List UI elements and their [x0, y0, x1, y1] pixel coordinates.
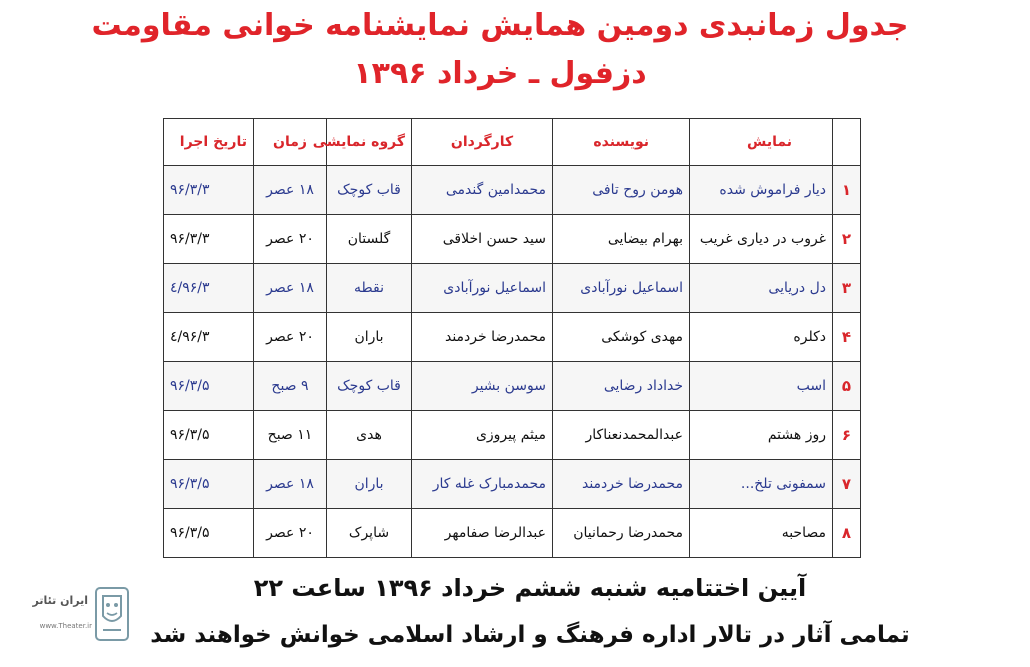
header-writer: نویسنده [553, 119, 690, 166]
cell-date: ۹۶/۳/۵ [164, 509, 254, 558]
theater-mask-icon [94, 586, 130, 642]
cell-group: هدی [327, 411, 412, 460]
cell-time: ۱۱ صبح [254, 411, 327, 460]
cell-time: ۱۸ عصر [254, 166, 327, 215]
cell-show: روز هشتم [690, 411, 833, 460]
cell-time: ۲۰ عصر [254, 509, 327, 558]
row-number: ۲ [833, 215, 861, 264]
page-subtitle: دزفول ـ خرداد ۱۳۹۶ [353, 56, 647, 91]
row-number: ۳ [833, 264, 861, 313]
cell-group: نقطه [327, 264, 412, 313]
cell-director: محمدمبارک غله کار [412, 460, 553, 509]
table-row [164, 215, 861, 264]
header-show: نمایش [690, 119, 833, 166]
cell-date: ۹۶/۳/٤ [164, 313, 254, 362]
table-row [164, 460, 861, 509]
cell-show: دل دریایی [690, 264, 833, 313]
cell-writer: خداداد رضایی [553, 362, 690, 411]
cell-show: دکلره [690, 313, 833, 362]
cell-writer: محمدرضا رحمانیان [553, 509, 690, 558]
cell-director: اسماعیل نورآبادی [412, 264, 553, 313]
row-number: ۴ [833, 313, 861, 362]
cell-group: قاب کوچک [327, 166, 412, 215]
logo-name: ایران تئاتر [32, 594, 88, 607]
venue-note: تمامی آثار در تالار اداره فرهنگ و ارشاد اسلامی خوانش خواهند شد [150, 622, 910, 648]
cell-writer: محمدرضا خردمند [553, 460, 690, 509]
cell-show: دیار فراموش شده [690, 166, 833, 215]
cell-show: سمفونی تلخ... [690, 460, 833, 509]
cell-show: اسب [690, 362, 833, 411]
cell-director: سید حسن اخلاقی [412, 215, 553, 264]
cell-date: ۹۶/۳/۵ [164, 411, 254, 460]
table-row [164, 166, 861, 215]
table-row [164, 362, 861, 411]
cell-show: مصاحبه [690, 509, 833, 558]
table-row [164, 411, 861, 460]
cell-director: محمدامین گندمی [412, 166, 553, 215]
header-group: گروه نمایشی [327, 119, 412, 166]
cell-group: باران [327, 460, 412, 509]
table-row [164, 264, 861, 313]
closing-ceremony-note: آیین اختتامیه شنبه ششم خرداد ۱۳۹۶ ساعت ۲۲ [253, 574, 807, 602]
cell-time: ۲۰ عصر [254, 215, 327, 264]
header-date: تاریخ اجرا [164, 119, 254, 166]
row-number: ۷ [833, 460, 861, 509]
table-row [164, 313, 861, 362]
row-number: ۱ [833, 166, 861, 215]
cell-date: ۹۶/۳/۳ [164, 215, 254, 264]
cell-time: ۹ صبح [254, 362, 327, 411]
cell-director: میثم پیروزی [412, 411, 553, 460]
cell-show: غروب در دیاری غریب [690, 215, 833, 264]
page-title: جدول زمانبدی دومین همایش نمایشنامه خوانی مقاومت [91, 8, 909, 43]
cell-writer: بهرام بیضایی [553, 215, 690, 264]
row-number: ۵ [833, 362, 861, 411]
table-header-row [164, 119, 861, 166]
table-row [164, 509, 861, 558]
cell-time: ۱۸ عصر [254, 460, 327, 509]
logo-url: www.Theater.ir [39, 622, 92, 630]
cell-group: قاب کوچک [327, 362, 412, 411]
cell-group: شاپرک [327, 509, 412, 558]
cell-director: عبدالرضا صفامهر [412, 509, 553, 558]
header-time: زمان [254, 119, 327, 166]
cell-group: گلستان [327, 215, 412, 264]
cell-writer: مهدی کوشکی [553, 313, 690, 362]
cell-writer: عبدالمحمدنعناکار [553, 411, 690, 460]
cell-date: ۹۶/۳/٤ [164, 264, 254, 313]
theater-logo [22, 582, 132, 646]
cell-date: ۹۶/۳/۵ [164, 460, 254, 509]
row-number: ۶ [833, 411, 861, 460]
cell-writer: اسماعیل نورآبادی [553, 264, 690, 313]
cell-writer: هومن روح تافی [553, 166, 690, 215]
cell-time: ۲۰ عصر [254, 313, 327, 362]
cell-time: ۱۸ عصر [254, 264, 327, 313]
schedule-table [163, 118, 861, 558]
header-num [833, 119, 861, 166]
row-number: ۸ [833, 509, 861, 558]
cell-date: ۹۶/۳/۳ [164, 166, 254, 215]
cell-director: محمدرضا خردمند [412, 313, 553, 362]
cell-director: سوسن بشیر [412, 362, 553, 411]
cell-date: ۹۶/۳/۵ [164, 362, 254, 411]
cell-group: باران [327, 313, 412, 362]
header-director: کارگردان [412, 119, 553, 166]
